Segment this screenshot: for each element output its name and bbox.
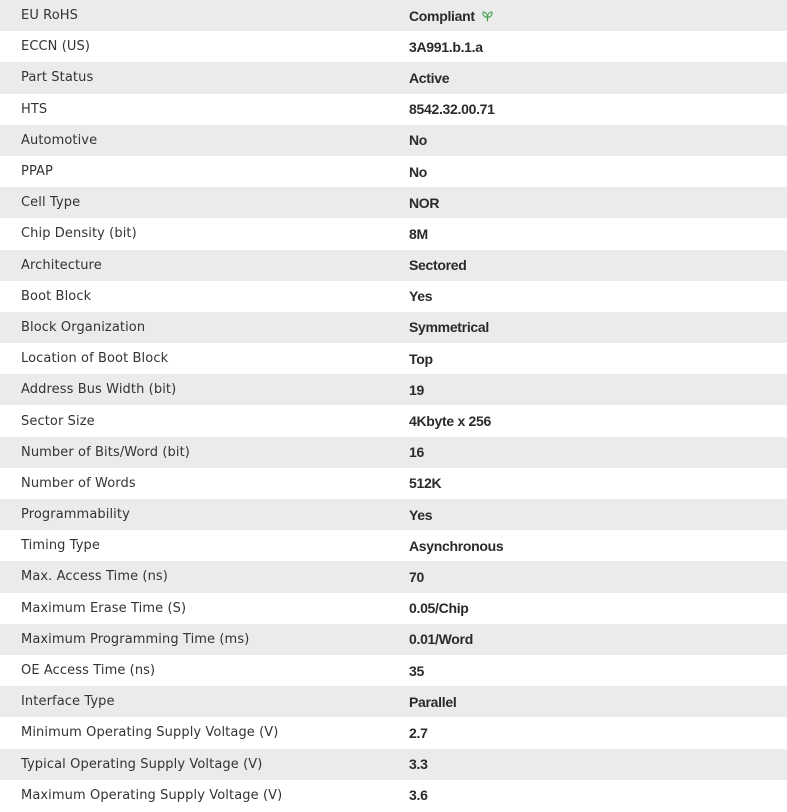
spec-value: No	[409, 132, 428, 149]
spec-value: 0.01/Word	[409, 631, 473, 648]
spec-row-timing-type	[0, 530, 787, 561]
spec-value: Asynchronous	[409, 537, 504, 554]
spec-value: NOR	[409, 194, 440, 211]
spec-value: 35	[409, 662, 424, 679]
spec-value: 70	[409, 568, 424, 585]
spec-value: 3.6	[409, 787, 428, 804]
spec-label: Cell Type	[21, 195, 81, 211]
spec-label: OE Access Time (ns)	[21, 663, 156, 679]
spec-value: 19	[409, 381, 424, 398]
spec-value: 3A991.b.1.a	[409, 38, 483, 55]
spec-value: Compliant	[409, 7, 475, 24]
spec-row-automotive	[0, 125, 787, 156]
spec-label: Number of Words	[21, 475, 136, 491]
spec-label: HTS	[21, 101, 48, 117]
spec-row-address-bus-width	[0, 374, 787, 405]
spec-row-eu-rohs	[0, 0, 787, 31]
spec-row-eccn	[0, 31, 787, 62]
spec-row-typ-supply-voltage	[0, 749, 787, 780]
spec-label: EU RoHS	[21, 8, 78, 24]
spec-label: Timing Type	[21, 538, 101, 554]
spec-row-architecture	[0, 250, 787, 281]
spec-label: ECCN (US)	[21, 39, 91, 55]
spec-label: Address Bus Width (bit)	[21, 382, 177, 398]
spec-value: Yes	[409, 506, 433, 523]
spec-label: Maximum Operating Supply Voltage (V)	[21, 787, 283, 803]
spec-label: Boot Block	[21, 288, 92, 304]
spec-label: Typical Operating Supply Voltage (V)	[21, 756, 263, 772]
spec-row-ppap	[0, 156, 787, 187]
spec-row-cell-type	[0, 187, 787, 218]
spec-row-number-of-words	[0, 468, 787, 499]
spec-value-cell	[409, 0, 787, 31]
spec-label: Interface Type	[21, 694, 115, 710]
spec-row-chip-density	[0, 218, 787, 249]
spec-row-max-programming-time	[0, 624, 787, 655]
spec-value: Active	[409, 69, 450, 86]
spec-value: 4Kbyte x 256	[409, 413, 492, 430]
spec-value: 16	[409, 444, 424, 461]
spec-value: Symmetrical	[409, 319, 489, 336]
spec-label: Maximum Programming Time (ms)	[21, 631, 250, 647]
spec-value: Parallel	[409, 693, 457, 710]
spec-value: 8542.32.00.71	[409, 101, 495, 118]
spec-row-interface-type	[0, 686, 787, 717]
spec-row-block-organization	[0, 312, 787, 343]
spec-row-boot-block-location	[0, 343, 787, 374]
spec-label: Automotive	[21, 132, 98, 148]
spec-row-boot-block	[0, 281, 787, 312]
spec-row-hts	[0, 94, 787, 125]
spec-label: Location of Boot Block	[21, 351, 169, 367]
spec-label: Minimum Operating Supply Voltage (V)	[21, 725, 279, 741]
spec-row-programmability	[0, 499, 787, 530]
spec-value: 8M	[409, 225, 428, 242]
leaf-icon	[481, 10, 494, 23]
spec-label: Number of Bits/Word (bit)	[21, 444, 190, 460]
spec-label: Chip Density (bit)	[21, 226, 137, 242]
spec-label: Maximum Erase Time (S)	[21, 600, 187, 616]
spec-row-max-access-time	[0, 561, 787, 592]
spec-value: 512K	[409, 475, 442, 492]
spec-label: PPAP	[21, 164, 53, 180]
spec-row-max-erase-time	[0, 593, 787, 624]
spec-label: Programmability	[21, 507, 130, 523]
spec-label: Part Status	[21, 70, 94, 86]
spec-value: 0.05/Chip	[409, 600, 469, 617]
spec-value: No	[409, 163, 428, 180]
spec-label: Sector Size	[21, 413, 95, 429]
spec-row-oe-access-time	[0, 655, 787, 686]
spec-value: Sectored	[409, 257, 467, 274]
spec-label: Max. Access Time (ns)	[21, 569, 168, 585]
spec-value: Yes	[409, 288, 433, 305]
spec-value: 3.3	[409, 756, 428, 773]
spec-label: Architecture	[21, 257, 102, 273]
spec-value: Top	[409, 350, 433, 367]
spec-row-bits-per-word	[0, 437, 787, 468]
spec-row-sector-size	[0, 405, 787, 436]
spec-row-max-supply-voltage	[0, 780, 787, 811]
spec-row-part-status	[0, 62, 787, 93]
spec-row-min-supply-voltage	[0, 717, 787, 748]
spec-label: Block Organization	[21, 319, 146, 335]
spec-value: 2.7	[409, 724, 428, 741]
